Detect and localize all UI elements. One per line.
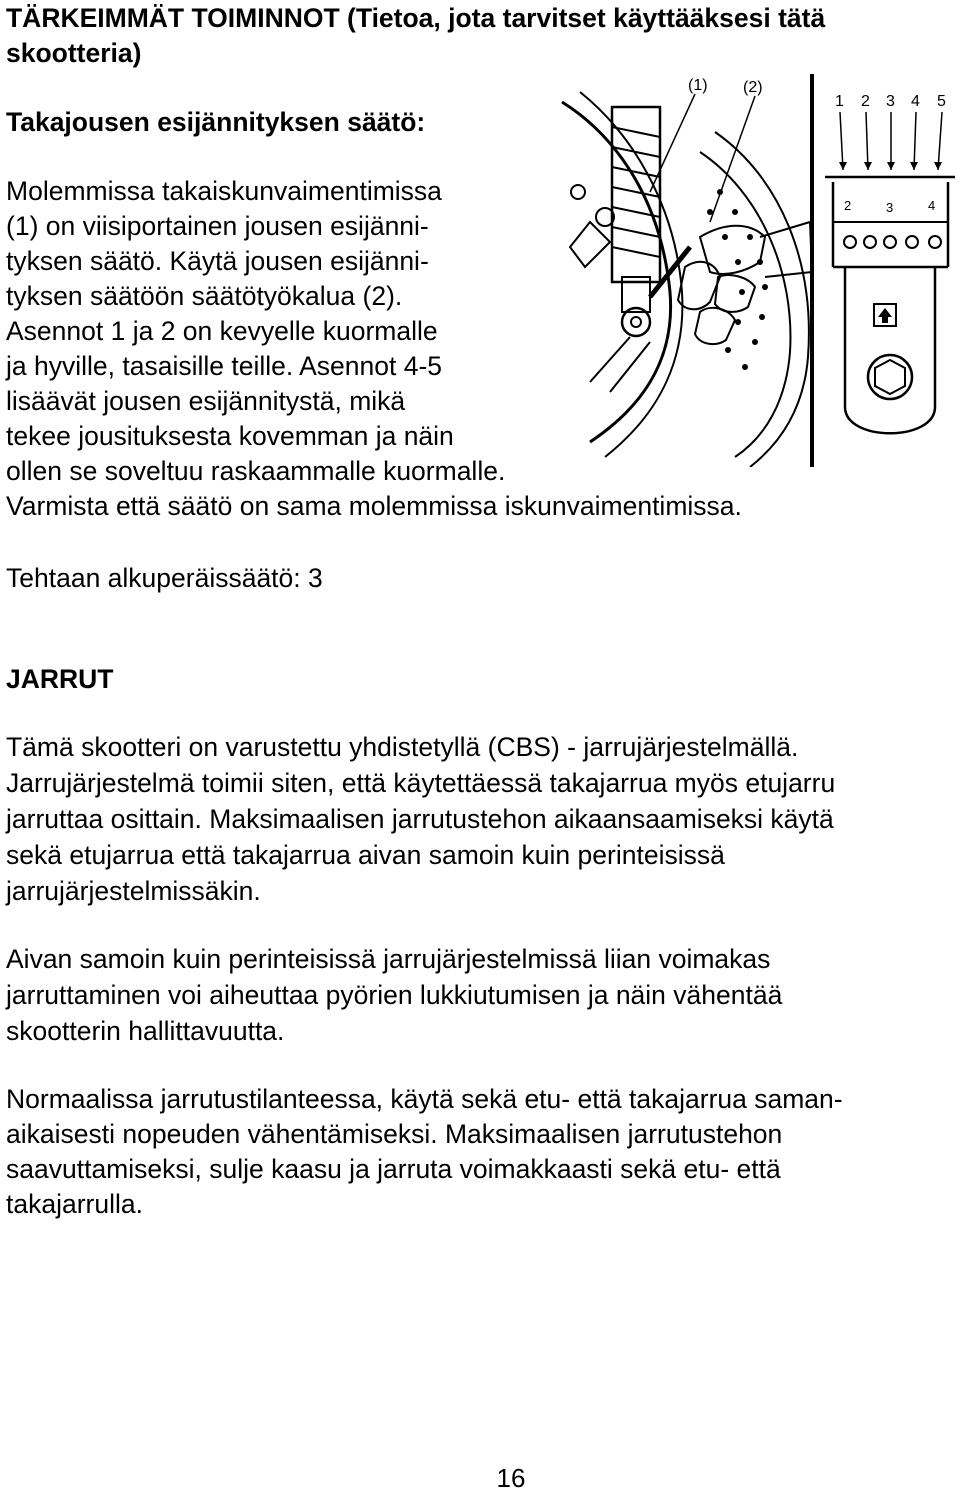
brakes-heading: JARRUT — [6, 664, 114, 694]
scale-number: 2 — [861, 93, 870, 110]
brakes-para2-line: Aivan samoin kuin perinteisissä jarrujärjestelmissä liian voimakas — [6, 944, 771, 974]
scale-number: 5 — [937, 93, 946, 110]
adjust-line: (1) on viisiportainen jousen esijänni- — [6, 211, 429, 241]
brakes-para1-line: jarruttaa osittain. Maksimaalisen jarrutustehon aikaansaamiseksi käytä — [6, 804, 834, 834]
adjust-line: tyksen säätö. Käytä jousen esijänni- — [6, 246, 429, 276]
brakes-para2-line: skootterin hallittavuutta. — [6, 1016, 285, 1046]
adjust-line: Varmista että säätö on sama molemmissa iskunvaimentimissa. — [6, 491, 742, 521]
adjust-line: ja hyville, tasaisille teille. Asennot 4-5 — [6, 351, 443, 381]
ring-number: 3 — [886, 200, 894, 215]
ring-number: 4 — [928, 198, 936, 213]
adjust-line: Asennot 1 ja 2 on kevyelle kuormalle — [6, 316, 438, 346]
brakes-para1-line: sekä etujarrua että takajarrua aivan samoin kuin perinteisissä — [6, 840, 725, 870]
scale-number: 1 — [835, 93, 844, 110]
brakes-para3-line: takajarrulla. — [6, 1189, 143, 1219]
brakes-para3-line: Normaalissa jarrutustilanteessa, käytä sekä etu- että takajarrua saman- — [6, 1084, 843, 1114]
adjust-line: Molemmissa takaiskunvaimentimissa — [6, 176, 442, 206]
brakes-para1-line: Tämä skootteri on varustettu yhdistetyllä (CBS) - jarrujärjestelmällä. — [6, 732, 799, 762]
page-number: 16 — [496, 1463, 526, 1493]
scale-number: 4 — [911, 93, 920, 110]
adjust-line: ollen se soveltuu raskaammalle kuormalle. — [6, 456, 506, 486]
callout-2: (2) — [743, 79, 763, 96]
subheading: Takajousen esijännityksen säätö: — [6, 107, 426, 137]
adjust-line: tyksen säätöön säätötyökalua (2). — [6, 281, 403, 311]
title-line-1: TÄRKEIMMÄT TOIMINNOT (Tietoa, jota tarvitset käyttääksesi tätä — [6, 3, 826, 33]
title-line-2: skootteria) — [6, 38, 142, 68]
factory-setting: Tehtaan alkuperäissäätö: 3 — [6, 563, 323, 593]
brakes-para3-line: aikaisesti nopeuden vähentämiseksi. Maksimaalisen jarrutustehon — [6, 1119, 783, 1149]
brakes-para1-line: Jarrujärjestelmä toimii siten, että käytettäessä takajarrua myös etujarru — [6, 768, 836, 798]
callout-1: (1) — [688, 77, 708, 94]
brakes-para2-line: jarruttaminen voi aiheuttaa pyörien lukkiutumisen ja näin vähentää — [6, 980, 783, 1010]
adjust-line: lisäävät jousen esijännitystä, mikä — [6, 386, 406, 416]
brakes-para1-line: jarrujärjestelmissäkin. — [6, 876, 261, 906]
scale-number: 3 — [886, 93, 895, 110]
brakes-para3-line: saavuttamiseksi, sulje kaasu ja jarruta voimakkaasti sekä etu- että — [6, 1154, 781, 1184]
adjust-line: tekee jousituksesta kovemman ja näin — [6, 421, 454, 451]
shock-absorber-illustration — [550, 72, 960, 467]
ring-number: 2 — [844, 198, 852, 213]
